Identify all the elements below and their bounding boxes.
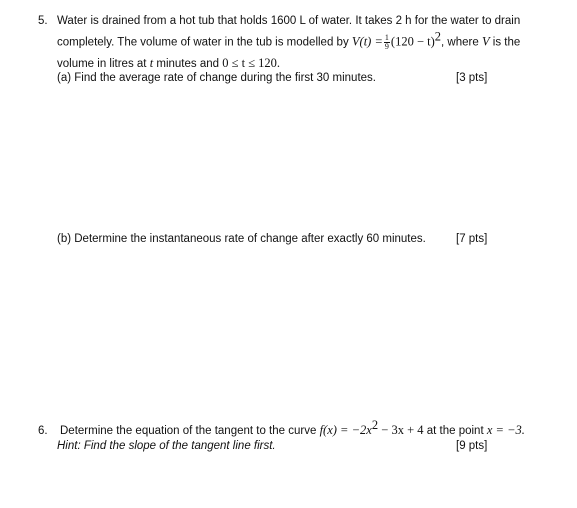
q5-expression: (120 − t) xyxy=(390,34,435,49)
q6-line-1 xyxy=(38,418,525,438)
q5-line-3-text: volume in litres at xyxy=(57,58,147,70)
q5-line-2-tail: , where xyxy=(441,36,479,49)
q5-line-3-mid: minutes and xyxy=(156,58,220,70)
q6-hint: Hint: Find the slope of the tangent line first. xyxy=(57,440,276,452)
q5-line-1: Water is drained from a hot tub that holds 1600 L of water. It takes 2 h for the water to drain xyxy=(57,15,521,27)
q5-volume-function: V(t) = xyxy=(351,34,383,49)
q5-line-2-text: completely. The volume of water in the tub is modelled by xyxy=(57,36,349,49)
q5-var-t: t xyxy=(149,56,154,70)
q6-mid: at the point xyxy=(426,425,484,437)
q5-exponent: 2 xyxy=(434,29,442,44)
q5-line-3 xyxy=(57,56,280,71)
q5-number: 5. xyxy=(38,15,48,27)
q5-fraction xyxy=(384,34,390,51)
q5-fraction-denominator: 9 xyxy=(384,42,389,51)
q6-function-tail: − 3x + 4 xyxy=(381,423,424,437)
q5-line-2-end: is the xyxy=(492,36,521,49)
q5-line-2 xyxy=(57,29,521,51)
q6-text: Determine the equation of the tangent to the curve xyxy=(60,425,317,437)
q5-inequality: 0 ≤ t ≤ 120. xyxy=(222,56,281,70)
q5-part-a: (a) Find the average rate of change during the first 30 minutes. xyxy=(57,72,376,84)
q6-exponent: 2 xyxy=(371,418,379,433)
q5-fraction-numerator: 1 xyxy=(384,33,389,42)
q5-part-b: (b) Determine the instantaneous rate of change after exactly 60 minutes. xyxy=(57,233,426,245)
q6-number: 6. xyxy=(38,425,48,437)
q6-function: f(x) = −2x xyxy=(319,423,372,437)
q5-part-b-points: [7 pts] xyxy=(456,233,488,245)
q5-var-v: V xyxy=(481,34,490,49)
q6-point: x = −3. xyxy=(486,423,525,437)
q5-part-a-points: [3 pts] xyxy=(456,72,488,84)
q6-points: [9 pts] xyxy=(456,440,488,452)
